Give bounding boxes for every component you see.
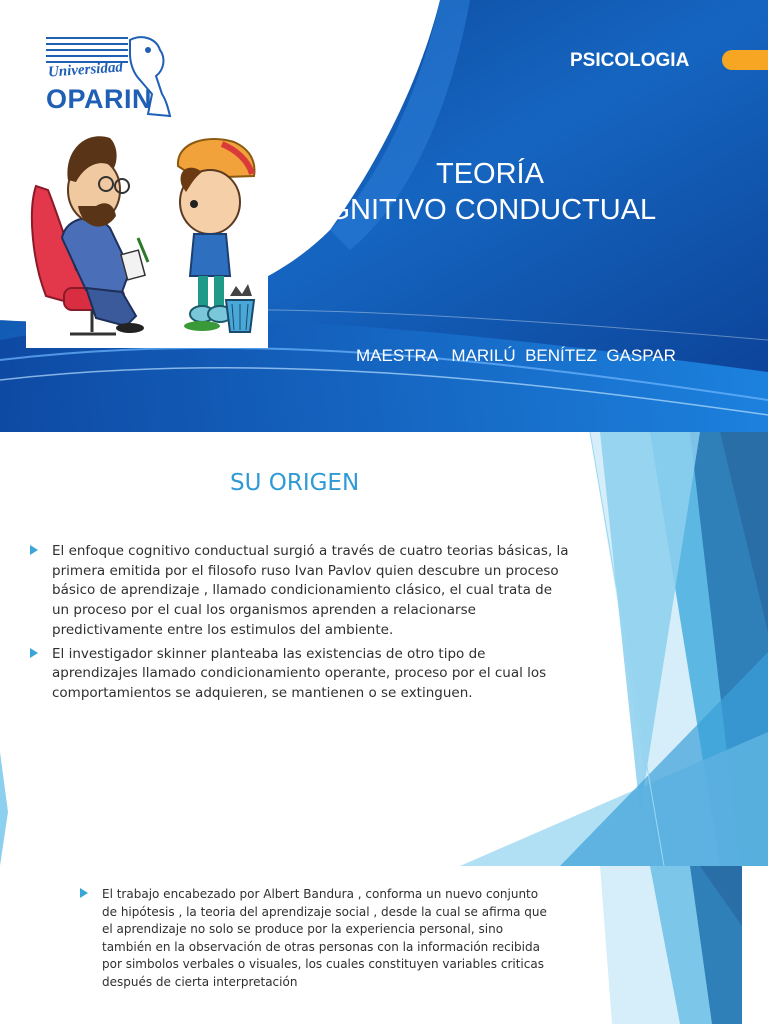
bullet-arrow-icon (30, 545, 38, 555)
bullet-arrow-icon (80, 888, 88, 898)
bandura-slide (0, 866, 768, 1024)
title-line-2: COGNITIVO CONDUCTUAL (284, 194, 657, 226)
bullet-text: El investigador skinner planteaba las existencias de otro tipo de aprendizajes llamado condicionamiento operante, proceso por el cual los comportamientos se adquieren, se mantienen o se extinguen. (52, 645, 547, 701)
list-item (80, 886, 550, 992)
bandura-bullet-list (80, 886, 550, 992)
list-item (30, 542, 570, 641)
subject-tag: PSICOLOGIA (570, 50, 690, 71)
list-item (30, 645, 570, 704)
logo-name: OPARIN (46, 84, 153, 114)
author-name: MAESTRA MARILÚ BENÍTEZ GASPAR (356, 346, 676, 365)
university-logo (44, 34, 174, 120)
psychologist-illustration (26, 120, 268, 348)
origin-bullet-list (30, 542, 570, 704)
bullet-text: El enfoque cognitivo conductual surgió a través de cuatro teorias básicas, la primera emitida por el filosofo ruso Ivan Pavlov quien descubre un proceso básico de aprendizaje , llamado condicionamiento clásico, el cual trata de un proceso por el cual los organismos aprenden a relacionarse predictivamente entre los estimulos del ambiente. (52, 543, 569, 638)
logo-university-text: Universidad (47, 59, 124, 81)
bullet-arrow-icon (30, 648, 38, 658)
origin-slide (0, 432, 768, 866)
title-line-1: TEORÍA (436, 158, 544, 190)
title-slide (0, 0, 768, 432)
slide-heading: SU ORIGEN (230, 470, 360, 496)
bullet-text: El trabajo encabezado por Albert Bandura , conforma un nuevo conjunto de hipótesis , la teoria del aprendizaje social , desde la cual se afirma que el aprendizaje no solo se produce por la experiencia personal, sino también en la observación de otras personas con la información recibida por simbolos verbales o visuales, los cuales constituyen variables criticas después de cierta interpretación (102, 887, 547, 989)
accent-bar (722, 50, 768, 70)
